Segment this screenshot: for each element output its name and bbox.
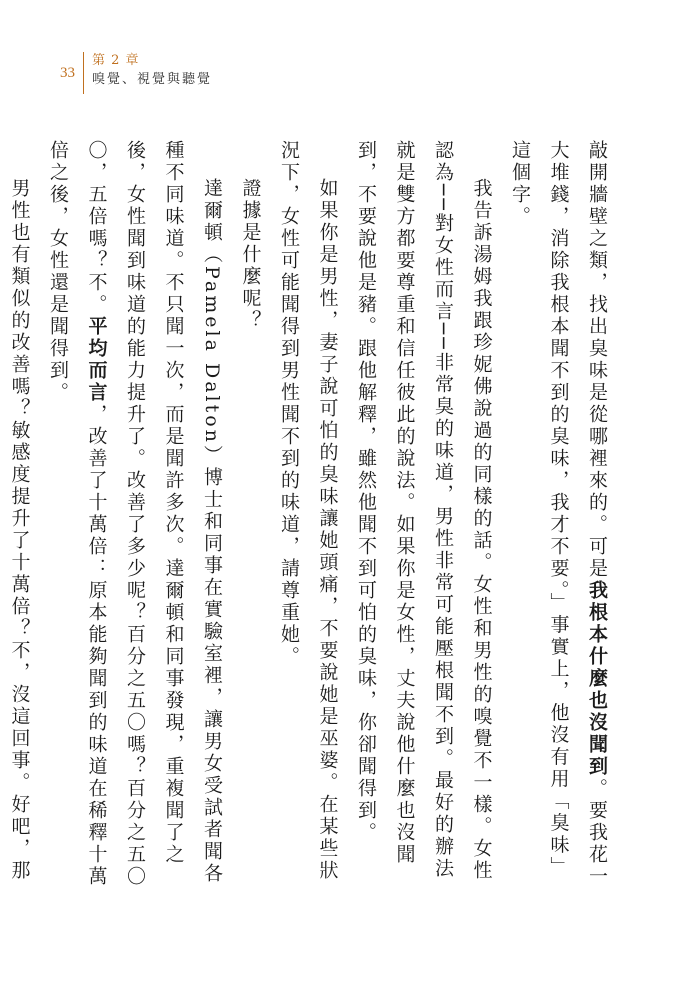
paragraph-1-text-c: 。要我花一大堆錢，消除我根本聞不到的臭味，我才不要。」事實上，他沒有用「臭味」這個字。 [509, 140, 608, 888]
paragraph-1 [501, 140, 617, 900]
header-text [92, 52, 212, 90]
chapter-label: 第 2 章 [92, 53, 140, 68]
body-text [8, 140, 616, 900]
paragraph-2: 我告訴湯姆我跟珍妮佛說過的同樣的話。女性和男性的嗅覺不一樣。女性認為──對女性而言──非常臭的味道，男性非常可能壓根聞不到。最好的辦法就是雙方都要尊重和信任彼此的說法。如果你是女性，丈夫說他什麼也沒聞到，不要說他是豬。跟他解釋，雖然他聞不到可怕的臭味，你卻聞得到。 [355, 140, 493, 882]
page-number: 33 [60, 65, 75, 81]
paragraph-5-emphasis: 平均而言 [85, 316, 108, 404]
paragraph-5-text-a: 達爾頓（Pamela Dalton）博士和同事在實驗室裡，讓男女受試者聞各種不同味道。不只聞一次，而是聞許多次。達爾頓和同事發現，重複聞了之後，女性聞到味道的能力提升了。改善了多少呢？百分之五〇嗎？百分之五〇〇，五倍嗎？不。 [85, 140, 223, 888]
paragraph-1-emphasis: 我根本什麼也沒聞到 [586, 580, 608, 778]
paragraph-6 [0, 140, 39, 900]
running-header [60, 52, 212, 98]
paragraph-5 [39, 140, 232, 900]
paragraph-1-text-a: 敲開牆壁之類，找出臭味是從哪裡來的。可是 [586, 140, 608, 580]
paragraph-6-text-a: 男性也有類似的改善嗎？敏感度提升了十萬倍？不，沒這回事。好吧，那 [8, 178, 31, 882]
paragraph-5-text-c: ，改善了十萬倍：原本能夠聞到的味道在稀釋十萬倍之後，女性還是聞得到。 [47, 140, 108, 888]
chapter-title: 嗅覺、視覺與聽覺 [92, 72, 213, 87]
header-divider [83, 52, 84, 94]
paragraph-4: 證據是什麼呢？ [239, 178, 262, 332]
paragraph-3: 如果你是男性，妻子說可怕的臭味讓她頭痛，不要說她是巫婆。在某些狀況下，女性可能聞得到男性聞不到的味道，請尊重她。 [278, 140, 339, 882]
